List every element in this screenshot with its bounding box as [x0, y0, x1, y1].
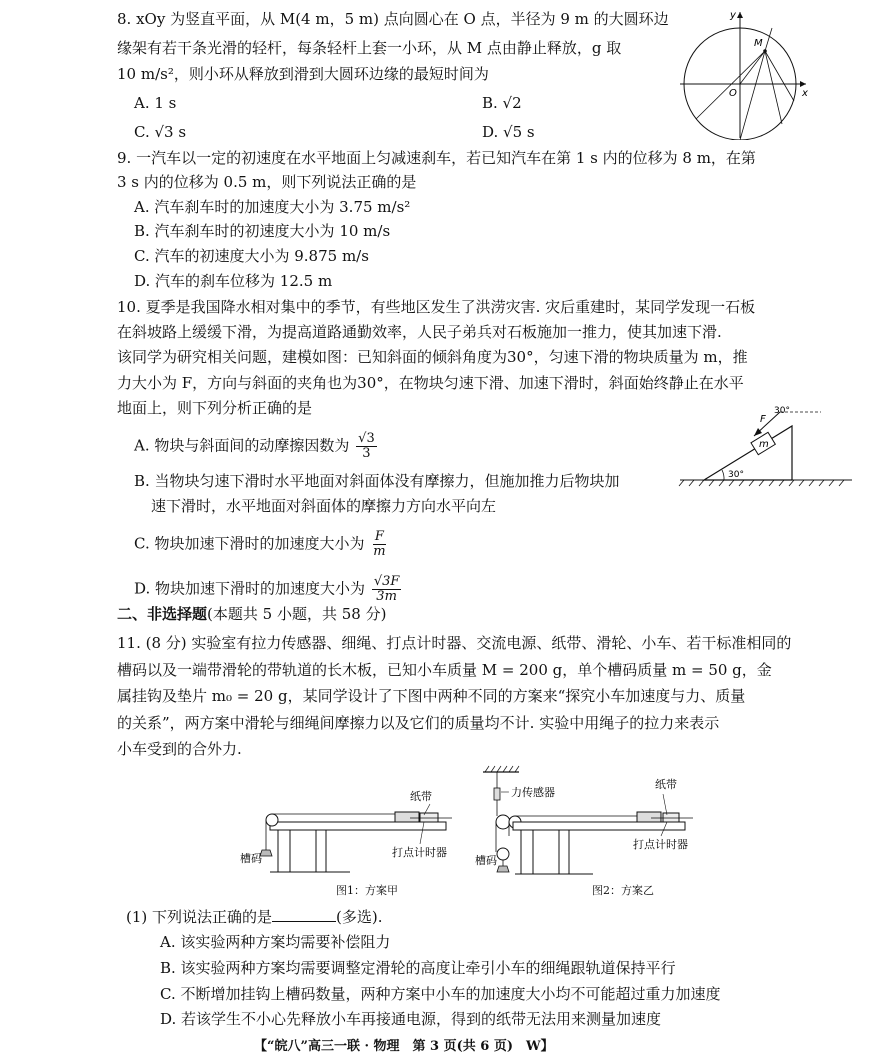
- q11-sub-1: [126, 906, 383, 928]
- section-2-header: [117, 603, 386, 625]
- q10-fig-force-label: F: [760, 414, 766, 425]
- q11-figure-2: [475, 762, 697, 882]
- page-footer: 【“皖八”高三一联 · 物理 第 3 页(共 6 页) W】: [254, 1039, 554, 1054]
- q11-option-b: B. 该实验两种方案均需要调整定滑轮的高度让牵引小车的细绳跟轨道保持平行: [160, 959, 676, 977]
- q11-fig1-timer-label: 打点计时器: [392, 846, 447, 859]
- q10-line-2: 在斜坡路上缓缓下滑，为提高道路通勤效率，人民子弟兵对石板施加一推力，使其加速下滑.: [117, 323, 722, 341]
- q10-incline-figure: [676, 400, 858, 490]
- q10-option-d-numerator: √3F: [373, 574, 400, 589]
- q10-option-a-numerator: √3: [358, 431, 375, 446]
- q10-fig-top-angle: 30°: [774, 406, 790, 416]
- q11-figure-1-caption: 图1：方案甲: [336, 884, 398, 897]
- q11-option-a: A. 该实验两种方案均需要补偿阻力: [160, 933, 391, 951]
- q9-line-2: 3 s 内的位移为 0.5 m，则下列说法正确的是: [117, 173, 417, 191]
- q8-fig-x-label: x: [802, 88, 808, 99]
- q11-option-c: C. 不断增加挂钩上槽码数量，两种方案中小车的加速度大小均不可能超过重力加速度: [160, 985, 721, 1003]
- q10-line-5: 地面上，则下列分析正确的是: [117, 399, 313, 417]
- q11-line-1: 11. (8 分) 实验室有拉力传感器、细绳、打点计时器、交流电源、纸带、滑轮、小车、若干标准相同的: [117, 634, 792, 652]
- q10-option-b-line-2: 速下滑时，水平地面对斜面体的摩擦力方向水平向左: [151, 497, 497, 515]
- q10-option-b-line-1: B. 当物块匀速下滑时水平地面对斜面体没有摩擦力，但施加推力后物块加: [134, 472, 620, 490]
- q8-line-3: 10 m/s²，则小环从释放到滑到大圆环边缘的最短时间为: [117, 65, 489, 83]
- q10-option-c-text: C. 物块加速下滑时的加速度大小为: [134, 534, 365, 553]
- q8-fig-m-label: M: [754, 38, 763, 49]
- section-2-title: 二、非选择题: [117, 605, 208, 623]
- q10-fig-block-mass: m: [759, 439, 769, 450]
- q10-option-c-fraction: [371, 530, 387, 559]
- q11-fig2-tape-label: 纸带: [655, 778, 677, 791]
- q10-line-1: 10. 夏季是我国降水相对集中的季节，有些地区发生了洪涝灾害. 灾后重建时，某同学发现一石板: [117, 298, 756, 316]
- q11-line-5: 小车受到的合外力.: [117, 740, 242, 758]
- q11-figure-2-caption: 图2：方案乙: [592, 884, 654, 897]
- q9-option-a: A. 汽车刹车时的加速度大小为 3.75 m/s²: [134, 198, 411, 216]
- q9-option-d: D. 汽车的刹车位移为 12.5 m: [134, 272, 333, 290]
- q10-option-a-text: A. 物块与斜面间的动摩擦因数为: [134, 436, 350, 455]
- q10-option-d-fraction: [372, 575, 402, 604]
- q10-line-3: 该同学为研究相关问题，建模如图：已知斜面的倾斜角度为30°，匀速下滑的物块质量为 m，推: [117, 348, 748, 366]
- q11-sub-1-answer-blank: [272, 907, 336, 922]
- q10-option-a-fraction: [356, 432, 377, 461]
- q8-option-c: C. √3 s: [134, 123, 187, 141]
- q10-fig-bottom-angle: 30°: [728, 470, 744, 480]
- q11-line-3: 属挂钩及垫片 m₀ = 20 g，某同学设计了下图中两种不同的方案来“探究小车加速度与力、质量: [117, 687, 746, 705]
- q8-line-2: 缘架有若干条光滑的轻杆，每条轻杆上套一小环，从 M 点由静止释放，g 取: [117, 39, 622, 57]
- q8-option-a: A. 1 s: [134, 94, 177, 112]
- q10-option-c-denominator: m: [373, 544, 386, 559]
- q11-fig2-timer-label: 打点计时器: [633, 838, 688, 851]
- q8-line-1: 8. xOy 为竖直平面，从 M(4 m，5 m) 点向圆心在 O 点，半径为 9 m 的大圆环边: [117, 10, 669, 28]
- q11-figure-1: [240, 782, 455, 882]
- q8-option-b: B. √2: [482, 94, 522, 112]
- section-2-description: (本题共 5 小题，共 58 分): [207, 605, 387, 623]
- q10-option-c-numerator: F: [374, 529, 384, 544]
- q10-option-a: [134, 432, 379, 461]
- q9-option-b: B. 汽车刹车时的初速度大小为 10 m/s: [134, 222, 391, 240]
- q10-option-d: [134, 575, 403, 604]
- q8-circle-figure: [672, 6, 812, 140]
- q10-option-d-text: D. 物块加速下滑时的加速度大小为: [134, 579, 366, 598]
- q11-line-4: 的关系”，两方案中滑轮与细绳间摩擦力以及它们的质量均不计. 实验中用绳子的拉力来表示: [117, 714, 720, 732]
- q11-sub-1-suffix: (多选).: [336, 908, 383, 926]
- q11-fig2-sensor-label: 力传感器: [511, 786, 555, 799]
- q10-option-d-denominator: 3m: [376, 589, 397, 604]
- q11-option-d: D. 若该学生不小心先释放小车再接通电源，得到的纸带无法用来测量加速度: [160, 1010, 662, 1028]
- q8-option-d: D. √5 s: [482, 123, 535, 141]
- q10-option-c: [134, 530, 390, 559]
- q10-line-4: 力大小为 F，方向与斜面的夹角也为30°，在物块匀速下滑、加速下滑时，斜面始终静止在水平: [117, 374, 744, 392]
- q11-sub-1-prefix: (1) 下列说法正确的是: [126, 908, 273, 926]
- q9-line-1: 9. 一汽车以一定的初速度在水平地面上匀减速刹车，若已知汽车在第 1 s 内的位移为 8 m，在第: [117, 149, 756, 167]
- q8-fig-y-label: y: [730, 10, 736, 21]
- q11-fig1-weight-label: 槽码: [240, 852, 262, 865]
- q11-line-2: 槽码以及一端带滑轮的带轨道的长木板，已知小车质量 M = 200 g，单个槽码质量 m = 50 g，金: [117, 661, 772, 679]
- q10-option-a-denominator: 3: [362, 446, 371, 461]
- q9-option-c: C. 汽车的初速度大小为 9.875 m/s: [134, 247, 369, 265]
- q11-fig1-tape-label: 纸带: [410, 790, 432, 803]
- q8-fig-o-label: O: [729, 88, 737, 99]
- q11-fig2-weight-label: 槽码: [475, 854, 497, 867]
